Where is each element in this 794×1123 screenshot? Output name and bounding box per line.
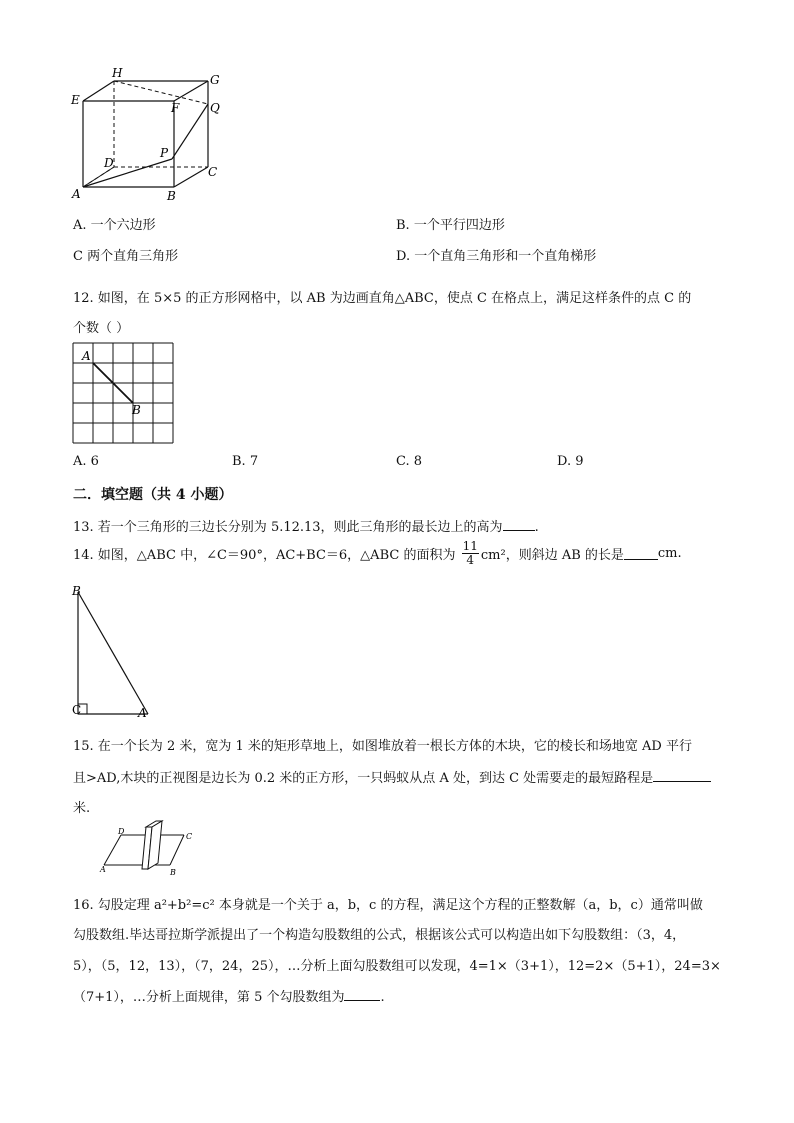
label-B: B bbox=[167, 189, 176, 203]
tri-label-A: A bbox=[138, 706, 147, 720]
q12-option-b: B. 7 bbox=[232, 454, 259, 469]
label-G: G bbox=[210, 73, 220, 87]
cube-figure bbox=[68, 64, 228, 204]
q13-text-after: . bbox=[534, 520, 539, 535]
tri-label-C: C bbox=[72, 703, 82, 717]
label-Q: Q bbox=[210, 101, 220, 115]
q16-answer-blank[interactable] bbox=[344, 988, 380, 1001]
block-label-B: B bbox=[170, 868, 176, 877]
q15-text-line2-content: 且>AD,木块的正视图是边长为 0.2 米的正方形，一只蚂蚁从点 A 处，到达 C 处需要走的最短路程是 bbox=[73, 771, 654, 786]
label-A: A bbox=[72, 187, 81, 201]
q15-text-line1: 15. 在一个长为 2 米，宽为 1 米的矩形草地上，如图堆放着一根长方体的木块，它的棱长和场地宽 AD 平行 bbox=[73, 739, 692, 754]
label-P: P bbox=[160, 146, 169, 160]
block-label-A: A bbox=[100, 865, 106, 874]
q14-text-after: cm. bbox=[657, 546, 682, 561]
q15-text-line3: 米. bbox=[73, 801, 91, 816]
block-label-C: C bbox=[186, 832, 193, 841]
block-label-D: D bbox=[118, 827, 125, 836]
q14-text bbox=[73, 540, 682, 567]
q16-text-line1: 16. 勾股定理 a²+b²=c² 本身就是一个关于 a，b，c 的方程，满足这个方程的正整数解（a，b，c）通常叫做 bbox=[73, 898, 703, 913]
q12-text-line1: 12. 如图，在 5×5 的正方形网格中，以 AB 为边画直角△ABC，使点 C 在格点上，满足这样条件的点 C 的 bbox=[73, 291, 692, 306]
q11-option-c: C 两个直角三角形 bbox=[73, 249, 179, 264]
q12-option-c: C. 8 bbox=[396, 454, 423, 469]
q12-text-line2: 个数（ ） bbox=[73, 321, 130, 336]
wood-block-figure bbox=[98, 817, 198, 877]
q16-text-line3: 5），（5，12，13），（7，24，25），…分析上面勾股数组可以发现，4=1×（3+1），12=2×（5+1），24=3× bbox=[73, 959, 721, 974]
q14-fraction bbox=[462, 540, 479, 567]
q13-text-before: 13. 若一个三角形的三边长分别为 5.12.13，则此三角形的最长边上的高为 bbox=[73, 520, 503, 535]
triangle-figure bbox=[68, 584, 158, 720]
q16-text-line2: 勾股数组.毕达哥拉斯学派提出了一个构造勾股数组的公式，根据该公式可以构造出如下勾股数组：（3，4， bbox=[73, 928, 686, 943]
label-E: E bbox=[71, 93, 80, 107]
q13-text bbox=[73, 516, 539, 535]
q14-frac-den: 4 bbox=[466, 553, 475, 567]
grid-figure bbox=[70, 340, 176, 446]
q11-option-d: D. 一个直角三角形和一个直角梯形 bbox=[396, 249, 597, 264]
q11-option-b: B. 一个平行四边形 bbox=[396, 218, 505, 233]
q14-text-before: 14. 如图，△ABC 中，∠C＝90°，AC+BC＝6，△ABC 的面积为 bbox=[73, 548, 456, 563]
q16-text-line4-before: （7+1），…分析上面规律，第 5 个勾股数组为 bbox=[73, 990, 345, 1005]
q12-option-d: D. 9 bbox=[557, 454, 584, 469]
tri-label-B: B bbox=[72, 584, 81, 598]
label-D: D bbox=[104, 156, 114, 170]
label-H: H bbox=[112, 66, 123, 80]
q15-answer-blank[interactable] bbox=[653, 769, 711, 782]
section-title: 二．填空题（共 4 小题） bbox=[73, 487, 233, 503]
q13-answer-blank[interactable] bbox=[503, 518, 535, 531]
q16-text-line4-after: . bbox=[380, 990, 385, 1005]
q14-text-mid: cm²，则斜边 AB 的长是 bbox=[480, 548, 624, 563]
q12-option-a: A. 6 bbox=[73, 454, 99, 469]
q11-option-a: A. 一个六边形 bbox=[73, 218, 156, 233]
grid-label-B: B bbox=[132, 403, 141, 417]
q14-answer-blank[interactable] bbox=[624, 547, 658, 560]
label-C: C bbox=[208, 165, 218, 179]
q14-frac-num: 11 bbox=[462, 539, 478, 553]
label-F: F bbox=[171, 101, 180, 115]
q15-text-line2 bbox=[73, 767, 711, 786]
grid-label-A: A bbox=[82, 349, 91, 363]
q16-text-line4 bbox=[73, 986, 385, 1005]
